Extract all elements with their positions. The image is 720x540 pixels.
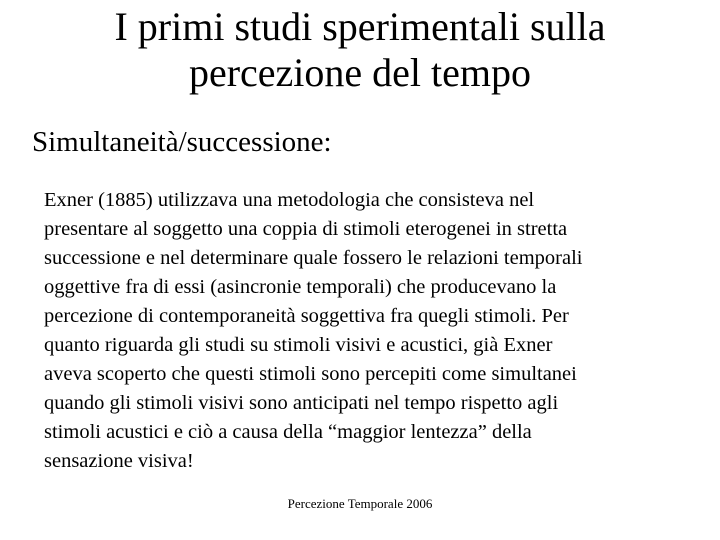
- body-line: sensazione visiva!: [44, 450, 194, 472]
- slide-title-line: percezione del tempo: [188, 50, 532, 95]
- body-line: quanto riguarda gli studi su stimoli visivi e acustici, già Exner: [44, 334, 553, 356]
- body-line: presentare al soggetto una coppia di stimoli eterogenei in stretta: [44, 218, 568, 240]
- body-line: aveva scoperto che questi stimoli sono percepiti come simultanei: [44, 363, 577, 385]
- body-line: stimoli acustici e ciò a causa della “maggior lentezza” della: [44, 421, 532, 443]
- body-line: oggettive fra di essi (asincronie temporali) che producevano la: [44, 276, 557, 298]
- slide-title-line: I primi studi sperimentali sulla: [114, 4, 606, 49]
- section-heading: Simultaneità/successione:: [32, 126, 332, 158]
- slide-footer: Percezione Temporale 2006: [287, 496, 433, 511]
- body-paragraph: [44, 186, 694, 476]
- body-line: Exner (1885) utilizzava una metodologia che consisteva nel: [44, 189, 535, 211]
- body-line: successione e nel determinare quale fossero le relazioni temporali: [44, 247, 583, 269]
- body-line: percezione di contemporaneità soggettiva fra quegli stimoli. Per: [44, 305, 569, 327]
- slide-title: [40, 4, 680, 96]
- body-line: quando gli stimoli visivi sono anticipati nel tempo rispetto agli: [44, 392, 559, 414]
